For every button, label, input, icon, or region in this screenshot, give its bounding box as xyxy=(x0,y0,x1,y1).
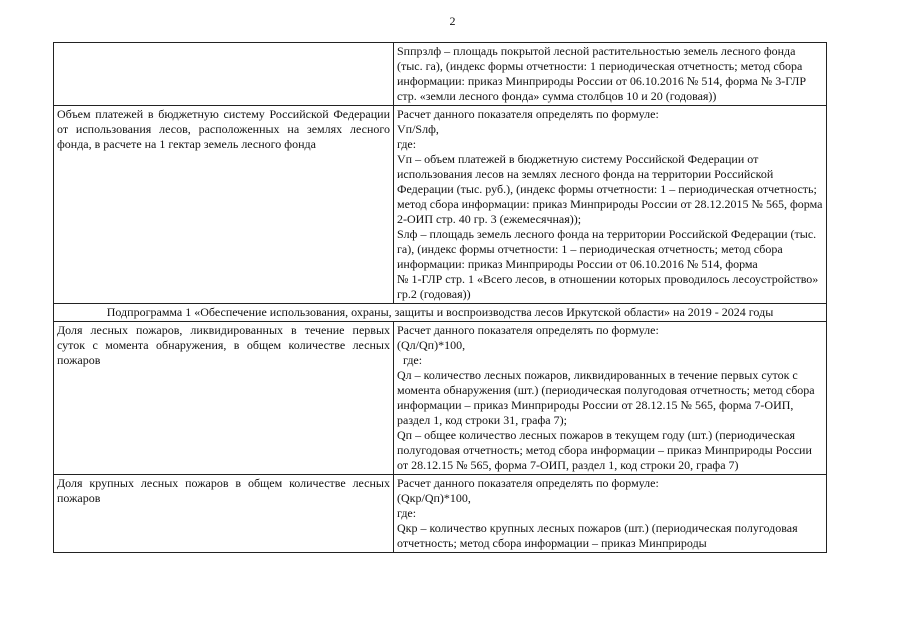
table-row xyxy=(54,43,827,106)
indicator-name-cell xyxy=(54,43,394,106)
variable-definition: Qп – общее количество лесных пожаров в текущем году (шт.) (периодическая полугодовая отчетность; метод сбора информации – приказ Минприроды России от 28.12.15 № 565, форма 7-ОИП, раздел 1, код строки 20, графа 7) xyxy=(397,428,812,472)
indicator-table xyxy=(53,42,827,553)
calculation-cell xyxy=(394,322,827,475)
calculation-text: Расчет данного показателя определять по формуле: xyxy=(397,476,659,490)
calculation-cell xyxy=(394,43,827,106)
indicator-name-cell: Объем платежей в бюджетную систему Российской Федерации от использования лесов, расположенных на землях лесного фонда, в расчете на 1 гектар земель лесного фонда xyxy=(54,106,394,304)
page-number: 2 xyxy=(449,14,456,28)
variable-definition: Qл – количество лесных пожаров, ликвидированных в течение первых суток с момента обнаружения (шт.) (периодическая полугодовая отчетность; метод сбора информации – приказ Минприроды России от 28.12.15 № 565, форма 7-ОИП, раздел 1, код строки 31, графа 7); xyxy=(397,368,815,427)
calculation-cell xyxy=(394,106,827,304)
subprogram-heading: Подпрограмма 1 «Обеспечение использования, охраны, защиты и воспроизводства лесов Иркутской области» на 2019 - 2024 годы xyxy=(54,304,827,322)
table-row xyxy=(54,475,827,553)
formula: (Qкр/Qп)*100, xyxy=(397,491,471,505)
calculation-text: Расчет данного показателя определять по формуле: xyxy=(397,323,659,337)
calculation-text: Sппрзлф – площадь покрытой лесной растительностью земель лесного фонда (тыс. га), (индекс формы отчетности: 1 периодическая отчетность; метод сбора информации: приказ Минприроды России от 06.10.2016 № 514, форма № 3-ГЛР стр. «земли лесного фонда» сумма столбцов 10 и 20 (годовая)) xyxy=(397,44,807,103)
variable-definition: Qкр – количество крупных лесных пожаров (шт.) (периодическая полугодовая отчетность; метод сбора информации – приказ Минприроды xyxy=(397,521,798,550)
formula: Vп/Sлф, xyxy=(397,122,439,136)
where-label: где: xyxy=(397,506,417,520)
table-row xyxy=(54,106,827,304)
table-row xyxy=(54,304,827,322)
formula: (Qл/Qп)*100, xyxy=(397,338,466,352)
where-label: где: xyxy=(403,353,423,367)
calculation-cell xyxy=(394,475,827,553)
variable-definition: № 1-ГЛР стр. 1 «Всего лесов, в отношении которых проводилось лесоустройство» гр.2 (годовая)) xyxy=(397,272,819,301)
table-row xyxy=(54,322,827,475)
variable-definition: Sлф – площадь земель лесного фонда на территории Российской Федерации (тыс. га), (индекс формы отчетности: 1 – периодическая отчетность; метод сбора информации: приказ Минприроды России от 06.10.2016 № 514, форма xyxy=(397,227,817,271)
indicator-name-cell: Доля крупных лесных пожаров в общем количестве лесных пожаров xyxy=(54,475,394,553)
where-label: где: xyxy=(397,137,417,151)
variable-definition: Vп – объем платежей в бюджетную систему Российской Федерации от использования лесов на землях лесного фонда на территории Российской Федерации (тыс. руб.), (индекс формы отчетности: 1 – периодическая отчетность; метод сбора информации: приказ Минприроды России от 28.12.2015 № 565, форма 2-ОИП стр. 40 гр. 3 (ежемесячная)); xyxy=(397,152,823,226)
calculation-text: Расчет данного показателя определять по формуле: xyxy=(397,107,659,121)
indicator-name-cell: Доля лесных пожаров, ликвидированных в течение первых суток с момента обнаружения, в общем количестве лесных пожаров xyxy=(54,322,394,475)
